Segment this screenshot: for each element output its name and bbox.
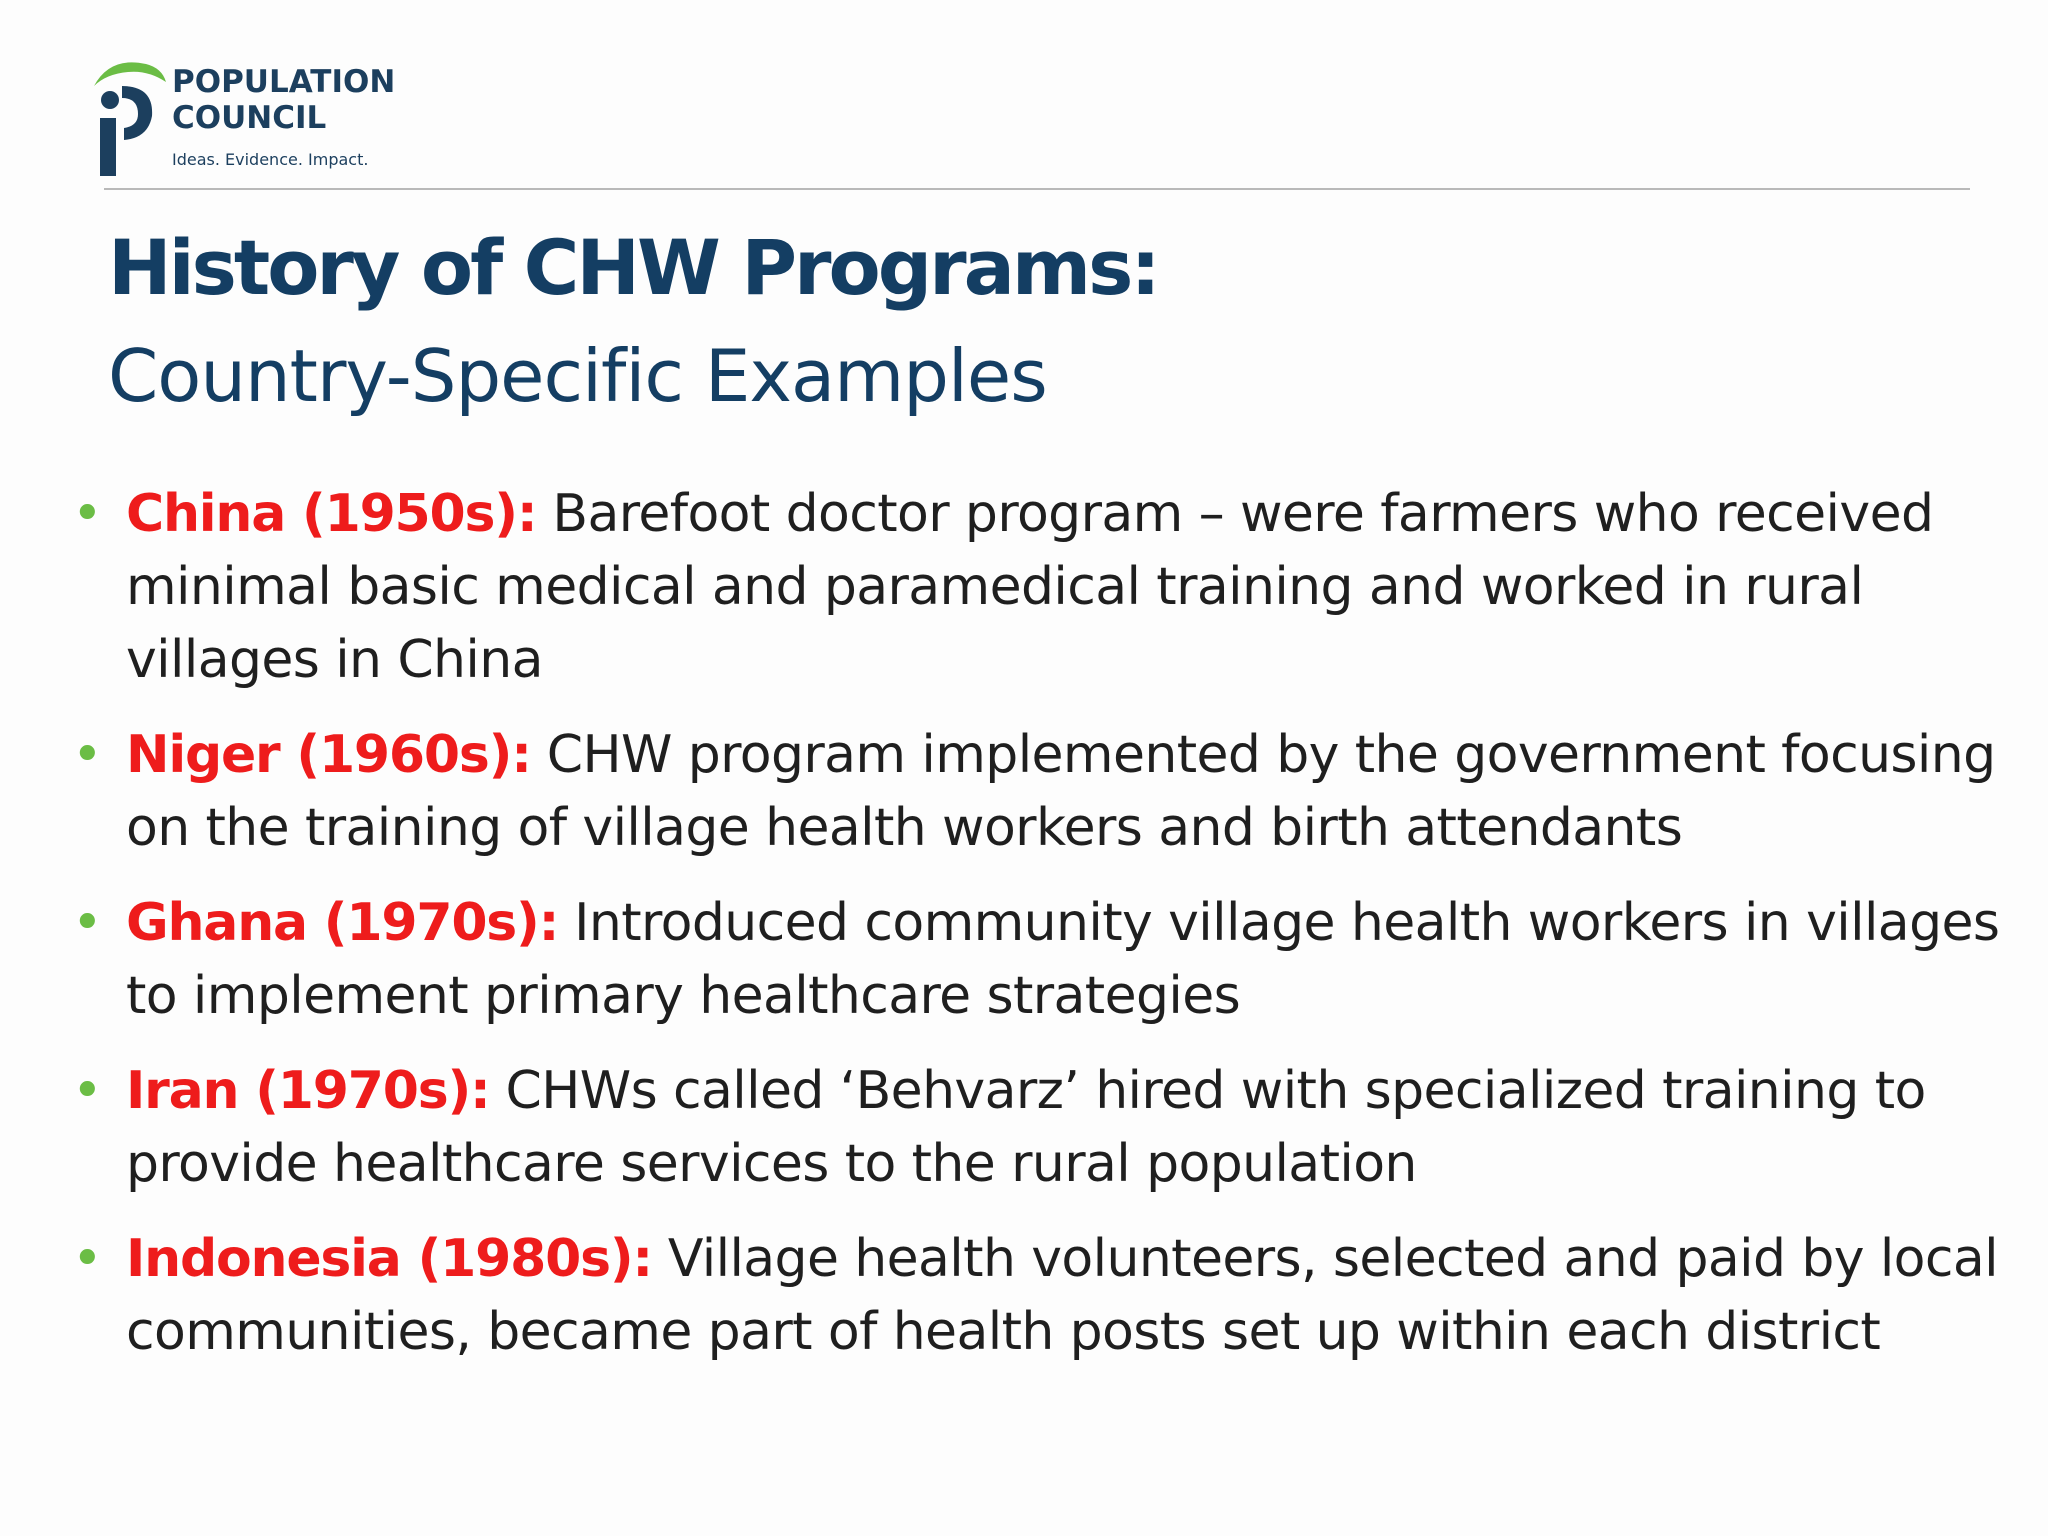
bullet-label: Ghana (1970s):: [126, 893, 559, 953]
population-council-logo-icon: [88, 56, 168, 176]
slide-subtitle: Country-Specific Examples: [108, 334, 1047, 418]
bullet-list: [70, 478, 2000, 1391]
bullet-text: Barefoot doctor program – were farmers who received minimal basic medical and paramedical training and worked in rural villages in China: [126, 484, 1934, 690]
bullet-item-indonesia: [70, 1223, 2000, 1369]
bullet-item-niger: [70, 719, 2000, 865]
logo-line-council: COUNCIL: [172, 100, 327, 136]
bullet-text: Village health volunteers, selected and paid by local communities, became part of health posts set up within each district: [126, 1229, 1998, 1362]
bullet-label: Niger (1960s):: [126, 725, 531, 785]
bullet-item-ghana: [70, 887, 2000, 1033]
header-divider: [104, 188, 1970, 190]
bullet-dot-icon: •: [72, 893, 103, 953]
bullet-text: CHWs called ‘Behvarz’ hired with specialized training to provide healthcare services to the rural population: [126, 1061, 1926, 1194]
bullet-text: Introduced community village health workers in villages to implement primary healthcare strategies: [126, 893, 2000, 1026]
population-council-logo: [88, 56, 418, 176]
bullet-label: China (1950s):: [126, 484, 537, 544]
bullet-dot-icon: •: [72, 484, 103, 544]
bullet-item-china: [70, 478, 2000, 697]
bullet-label: Indonesia (1980s):: [126, 1229, 652, 1289]
logo-text: [172, 64, 395, 170]
bullet-text: CHW program implemented by the government focusing on the training of village health workers and birth attendants: [126, 725, 1996, 858]
bullet-item-iran: [70, 1055, 2000, 1201]
logo-tagline: Ideas. Evidence. Impact.: [172, 150, 369, 169]
bullet-dot-icon: •: [72, 725, 103, 785]
bullet-label: Iran (1970s):: [126, 1061, 490, 1121]
logo-line-population: POPULATION: [172, 64, 396, 100]
bullet-dot-icon: •: [72, 1061, 103, 1121]
bullet-dot-icon: •: [72, 1229, 103, 1289]
slide-title: History of CHW Programs:: [108, 223, 1158, 312]
